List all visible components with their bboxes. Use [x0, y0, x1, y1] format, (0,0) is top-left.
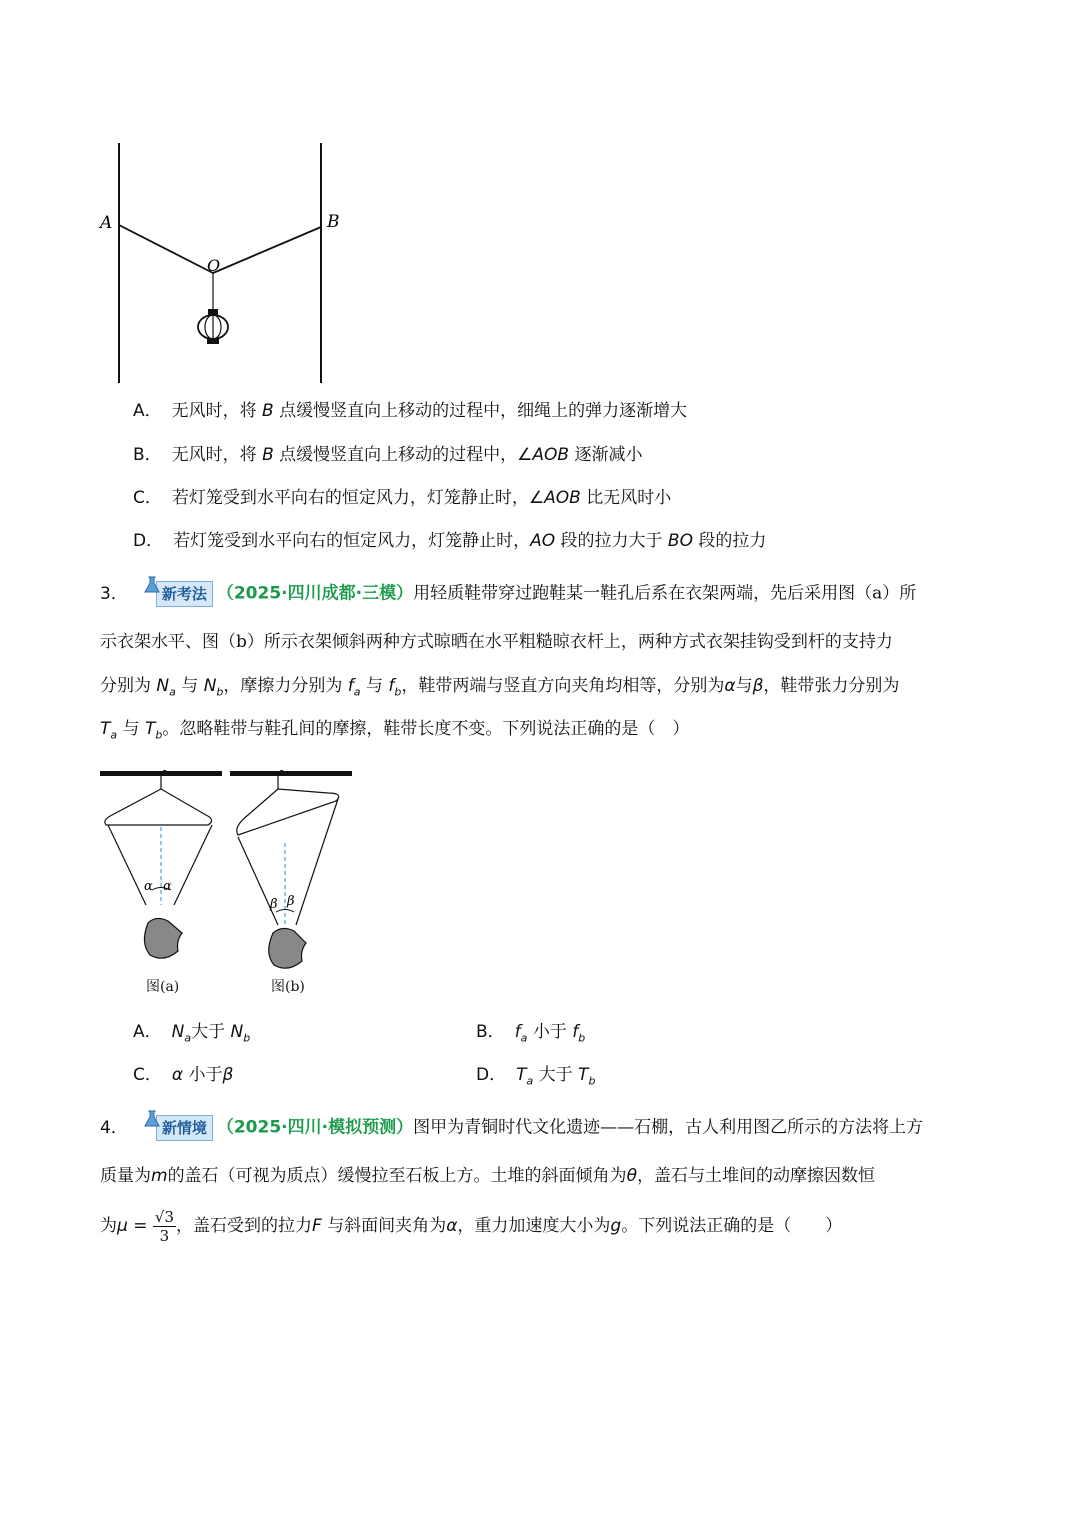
q3-line-3: 分别为 $N_a$ 与 $N_b$，摩擦力分别为 $f_a$ 与 $f_b$，鞋带两端与竖直方向夹角均相等，分别为α与β，鞋带张力分别为	[100, 676, 900, 699]
beta-label-right: β	[287, 894, 295, 909]
label-a: A	[100, 213, 113, 233]
alpha-label-left: α	[144, 879, 153, 894]
q3-line-2: 示衣架水平、图（b）所示衣架倾斜两种方式晾晒在水平粗糙晾衣杆上，两种方式衣架挂钩受到杆的支持力	[100, 632, 893, 652]
q4-badge: 新情境	[142, 1115, 213, 1141]
caption-b: 图(b)	[271, 979, 305, 995]
q3-option-b: B． $f_a$ 小于 $f_b$	[476, 1022, 586, 1045]
q3-line-1: 3． 新考法 （2025·四川成都·三模）用轻质鞋带穿过跑鞋某一鞋孔后系在衣架两端，先后采用图（a）所	[100, 581, 1000, 607]
caption-a: 图(a)	[146, 979, 180, 995]
flask-icon	[142, 1109, 162, 1129]
q2-option-c: C． 若灯笼受到水平向右的恒定风力，灯笼静止时，∠AOB 比无风时小	[133, 488, 672, 508]
beta-label-left: β	[270, 897, 278, 912]
q3-option-d: D． $T_a$ 大于 $T_b$	[476, 1065, 596, 1088]
q4-line-3: 为μ = $\frac{√3}{3}$ ，盖石受到的拉力F 与斜面间夹角为α，重力加速度大小为g。下列说法正确的是（ ）	[100, 1208, 843, 1245]
q4-line-2: 质量为m的盖石（可视为质点）缓慢拉至石板上方。土堆的斜面倾角为θ，盖石与土堆间的动摩擦因数恒	[100, 1166, 875, 1186]
label-b: B	[327, 212, 340, 232]
fraction-mu: $\frac{√3}{3}$	[154, 1208, 174, 1245]
q3-line-4: $T_a$ 与 $T_b$。忽略鞋带与鞋孔间的摩擦，鞋带长度不变。下列说法正确的是（ ）	[100, 719, 690, 742]
q3-badge: 新考法	[142, 581, 213, 607]
q2-option-d: D． 若灯笼受到水平向右的恒定风力，灯笼静止时，AO 段的拉力大于 BO 段的拉力	[133, 531, 767, 551]
alpha-label-right: α	[163, 879, 172, 894]
q2-option-b: B． 无风时，将 B 点缓慢竖直向上移动的过程中，∠AOB 逐渐减小	[133, 445, 643, 465]
q3-option-a: A． $N_a$大于 $N_b$	[133, 1022, 251, 1045]
figure-lantern	[95, 135, 355, 390]
figure-hangers	[98, 765, 358, 1000]
q4-line-1: 4． 新情境 （2025·四川·模拟预测）图甲为青铜时代文化遗迹——石棚，古人利用图乙所示的方法将上方	[100, 1115, 1000, 1141]
flask-icon	[142, 575, 162, 595]
label-o: O	[207, 256, 221, 275]
q2-option-a: A． 无风时，将 B 点缓慢竖直向上移动的过程中，细绳上的弹力逐渐增大	[133, 401, 688, 421]
q3-option-c: C． α 小于β	[133, 1065, 234, 1085]
